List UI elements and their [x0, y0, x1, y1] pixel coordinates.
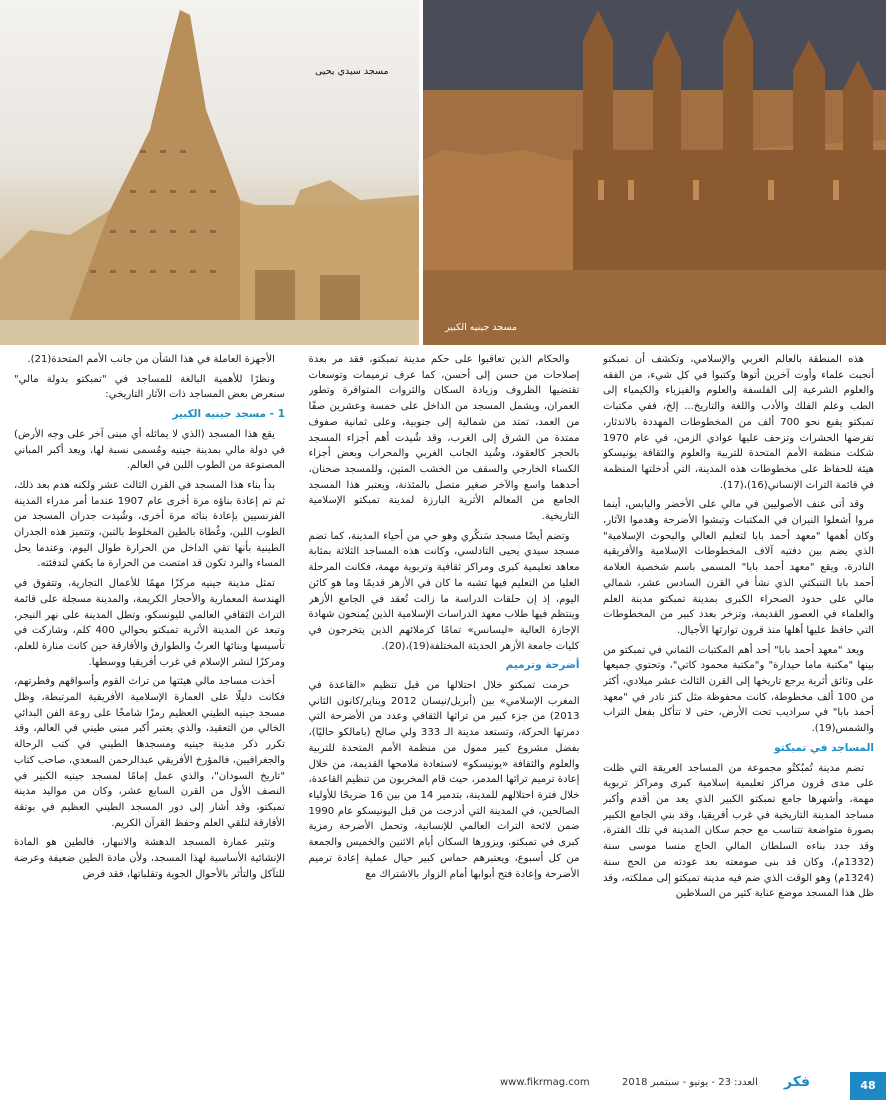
page-footer: [0, 1063, 886, 1115]
article-body: [14, 352, 874, 1059]
paragraph: وقد أتى عنف الأصوليين في مالي على الأخضر واليابس، أينما مروا أشعلوا النيران في المكتبات وتبشوا الأضرحة وهدموا الآثار، وكان أهمها "معهد أحمد بابا لتعليم العالي والبحوث الإسلامية" الذي يضم بين دفتيه آلاف المخطوطات الإسلامية والأفريقية النادرة، ويقع "معهد أحمد بابا" المسمى باسم شخصية العلامة أحمد بابا التنبكتي الذي نشأ في القرن السادس عشر، شمالي مالي على حدود الصحراء الكبرى بمدينة تمبكتو مدينة العلم والعلماء في العصور القديمة، وتزخر بعدد كبير من المخطوطات التي حافظ عليها أهلها منذ قرون توارثها الأجيال.: [603, 499, 874, 636]
paragraph: تمثل مدينة جينيه مركزًا مهمًا للأعمال التجارية، وتتفوق في الهندسة المعمارية والأحجار الكريمة، والمدينة مسجلة على قائمة التراث الثقافي العالمي لليونسكو، وتطل المدينة على نهر النيجر، وتبعد عن المدينة الأثرية تمبكتو بحوالي 400 كلم، وشاركت في تأسيسها وبنائها العربُ والطوارق والأفارقة حين كانت منارة للعلم، ومركزًا لنشر الإسلام في غرب أفريقيا ووسطها.: [14, 578, 285, 668]
paragraph: ويعد "معهد أحمد بابا" أحد أهم المكتبات الثماني في تمبكتو من بينها "مكتبة ماما حيدارة" و"مكتبة محمود كاتي"، وتحتوي جميعها على وثائق أثرية يرجع تاريخها إلى القرن الثالث عشر ميلادي، أكثر من 100 ألف مخطوطة، كانت محفوظة مثل كنز نادر في "معهد أحمد بابا" في سراديب تحت الأرض، حتى لا تتأكل بفعل التراب والشمس(19).: [603, 644, 874, 735]
sidi-yahya-mosque-photo: [0, 0, 419, 345]
magazine-logo: فكر: [784, 1074, 811, 1090]
paragraph: وتثير عمارة المسجد الدهشة والانبهار، فالطين هو المادة الإنشائية الأساسية لهذا المسجد، ولأن مادة الطين ضعيفة وعرضة للتآكل والتأثر بالأحوال الجوية وتقلباتها، فقد فرض: [14, 837, 285, 880]
great-mosque-djenne-photo: [423, 0, 886, 345]
section-heading-shrines: أضرحة وترميم: [505, 659, 580, 672]
section-heading-mosques: المساجد في تمبكتو: [774, 741, 874, 754]
right-photo-caption: مسجد جينيه الكبير: [445, 322, 518, 333]
issue-info: العدد: 23 - يونيو - سبتمبر 2018: [622, 1077, 758, 1088]
paragraph: حرمت تمبكتو خلال احتلالها من قبل تنظيم «القاعدة في المغرب الإسلامي» بين (أبريل/نيسان 2012 ويناير/كانون الثاني 2013) من جزء كبير من تراثها الثقافي وعدد من الأضرحة التي دمرتها الحركة، وتستعد مدينة الـ 333 ولي صالح (بامالكو حاليًا)، بفضل مشروع كبير ممول من منظمة الأمم المتحدة للتربية والعلوم والثقافة «يونيسكو» لاستعادة ملامحها القديمة، من خلال إعادة ترميم تراثها المدمر، حيث قام المخربون من تنظيم القاعدة، خلال فترة احتلالهم للمدينة، بتدمير 14 من بين 16 ضريحًا للأولياء الصالحين، في المدينة التي أدرجت من قبل اليونيسكو عام 1990 ضمن لائحة التراث العالمي للإنسانية، وتحمل الأضرحة رمزية كبرى في تمبكتو، ويزورها السكان أيام الاثنين والخميس والجمعة من كل أسبوع، ويعتبرهم حماس كبير حيال عملية إعادة ترميم الأضرحة وإعادة فتح أبوابها أمام الزوار بالاشتراك مع: [308, 680, 580, 880]
paragraph: والحكام الذين تعاقبوا على حكم مدينة تمبكتو، فقد مر بعدة إصلاحات من حسن إلى أحسن، كما عرف ترميمات وتوسعات تقتضيها الظروف وزيادة السكان والثروات المتوافرة وتطور العمران، ويشمل المسجد من الداخل على خمسة وعشرين صفًا من العمد، تمتد من شمالية إلى جنوبية، وعلى ثمانية صفوف ممتدة من الشرق إلى الغرب، وقد شُيدت أهم أجزاء المسجد بالحجر كالعقود، وشُيد الجانب الغربي والمحراب وبعض أجزاء الكساء الخارجي والسقف من الخشب المتين، وللمسجد صحنان، أحدهما واسع والآخر صغير متصل بالمئذنة، ويعتبر هذا المسجد الجامع من المعالم الأثرية البارزة لمدينة تمبكتو الإسلامية التاريخية.: [308, 354, 580, 523]
paragraph: بدأ بناء هذا المسجد في القرن الثالث عشر ولكنه هدم بعد ذلك، ثم تم إعادة بناؤه مرة أخرى عام 1907 عندما أمر مدراء المدينة الفرنسيين بإعادة بنائه مرة أخرى، وشُيدت جدران المسجد من الطوب اللبن، وغُطاة بالطين المخلوط بالتبن، وتتميز هذه الجدران الطينية بأنها تقي الداخل من الحرارة طوال اليوم، وعندما يحل المساء والبرد تكون قد امتصت من الحرارة ما يكفي لتدفئته.: [14, 479, 285, 570]
website-url[interactable]: www.fikrmag.com: [500, 1077, 590, 1088]
paragraph: الأجهزة العاملة في هذا الشأن من جانب الأمم المتحدة(21).: [27, 354, 275, 365]
column-right: [603, 352, 874, 1059]
paragraph: وتضم أيضًا مسجد سَنكُري وهو حي من أحياء المدينة، كما تضم مسجد سيدي يحيى التادلسي، وكانت هذه المساجد الثلاثة بمثابة معاهد تعليمية كبرى ومراكز ثقافية وتربوية مهمة، فكانت المرحلة العليا من التعليم فيها تشبه ما كان في الأزهر قديمًا وما هو كائن اليوم، إذ إن حلقات الدراسة ما زالت تُعقد في الجامع الأزهر وينتظم فيها طلاب معهد الدراسات الإسلامية الذين يُمنحون شهادة الإجازة العالية «ليسانس» تمامًا كزملائهم الذين يتخرجون في كليات جامعة الأزهر الحديثة المختلفة(19)،(20).: [308, 530, 580, 652]
left-photo-caption: مسجد سيدي يحيى: [315, 66, 389, 77]
page-number: 48: [850, 1072, 886, 1100]
column-middle: [309, 352, 580, 1059]
section-heading-djenne: 1 - مسجد جينيه الكبير: [172, 408, 285, 421]
paragraph: ونظرًا للأهمية البالغة للمساجد في "تمبكتو بدولة مالي" سنعرض بعض المساجد ذات الآثار التاريخي:: [14, 373, 285, 401]
paragraph: أخذت مساجد مالي هيئتها من تراث القوم وأسواقهم وفطرتهم، فكانت دليلًا على العمارة الإسلامية الأفريقية المرتبطة، وظل مسجد جينيه الطيني العظيم رمزًا شامخًا على روعة الفن البدائي الخالي من التعقيد، والذي يعتبر أكبر مبنى طيني في العالم، وقد تكرر ذكر مدينة جينيه ومسجدها الطيني في كتب الرحالة والجغرافيين، فالمؤرخ الأفريقي عبدالرحمن السعدي، صاحب كتاب "تاريخ السودان"، والذي عمل إمامًا لمسجد جينيه الكبير في النصف الأول من القرن السابع عشر، وكان من مواليد مدينة تمبكتو، وقد أشار إلى دور المسجد الطيني العظيم في بوتقة الأفارقة لتلقي العلم وحفظ القرآن الكريم.: [14, 676, 285, 829]
sidi-yahya-mosque-illustration: [0, 0, 419, 345]
paragraph: يقع هذا المسجد (الذي لا يماثله أي مبنى آخر على وجه الأرض) في دولة مالي بمدينة جينيه ومُسمى نسبة لها، ويعد أكبر المباني المصنوعة من الطوب اللبن في العالم.: [14, 428, 285, 472]
great-mosque-illustration: [423, 0, 886, 345]
paragraph: هذه المنطقة بالعالم العربي والإسلامي، وتكشف أن تمبكتو أنجبت علماء وأوت آخرين أتوها وكتبوا في كل شيء، من الفقه والعلوم الشرعية إلى الفلسفة والعلوم والفيزياء والكيمياء إلى الطب وعلم الفلك والأدب واللغة والتاريخ... إلخ، ففي مكتبات تمبكتو يقبع نحو 700 ألف من المخطوطات المهددة بالاندثار، تفرضها الحشرات وتزحف عليها عوادي الزمن، في عام 1970 شكلت منظمة الأمم المتحدة للتربية والعلوم والثقافة يونيسكو هيئة للحفاظ على مخطوطات هذه المدينة، التي أدخلتها المنظمة في قائمة التراث الإنساني(16)،(17).: [603, 354, 874, 491]
column-left: [14, 352, 285, 1059]
paragraph: تضم مدينة تُمبُكتُو مجموعة من المساجد العريقة التي ظلت على مدى قرون مراكز تعليمية إسلامية كبرى ومراكز تربوية مهمة، وأشهرها جامع تمبكتو الكبير الذي يعد من أقدم وأكبر مساجد المدينة التاريخية في غرب أفريقيا، وقد بني الجامع الكبير بصورة متواضعة تتناسب مع حجم سكان المدينة في تلك الفترة، وقد جدد بناءه السلطان المالي الحاج منسا موسى سنة (1332م)، وكان قد بنى صومعته بعد عودته من الحج سنة (1324م) وهو الوقت الذي ضم فيه مدينة تمبكتو إلى مملكته، وقد ظل هذا المسجد موضع عناية كثير من السلاطين: [603, 762, 874, 900]
